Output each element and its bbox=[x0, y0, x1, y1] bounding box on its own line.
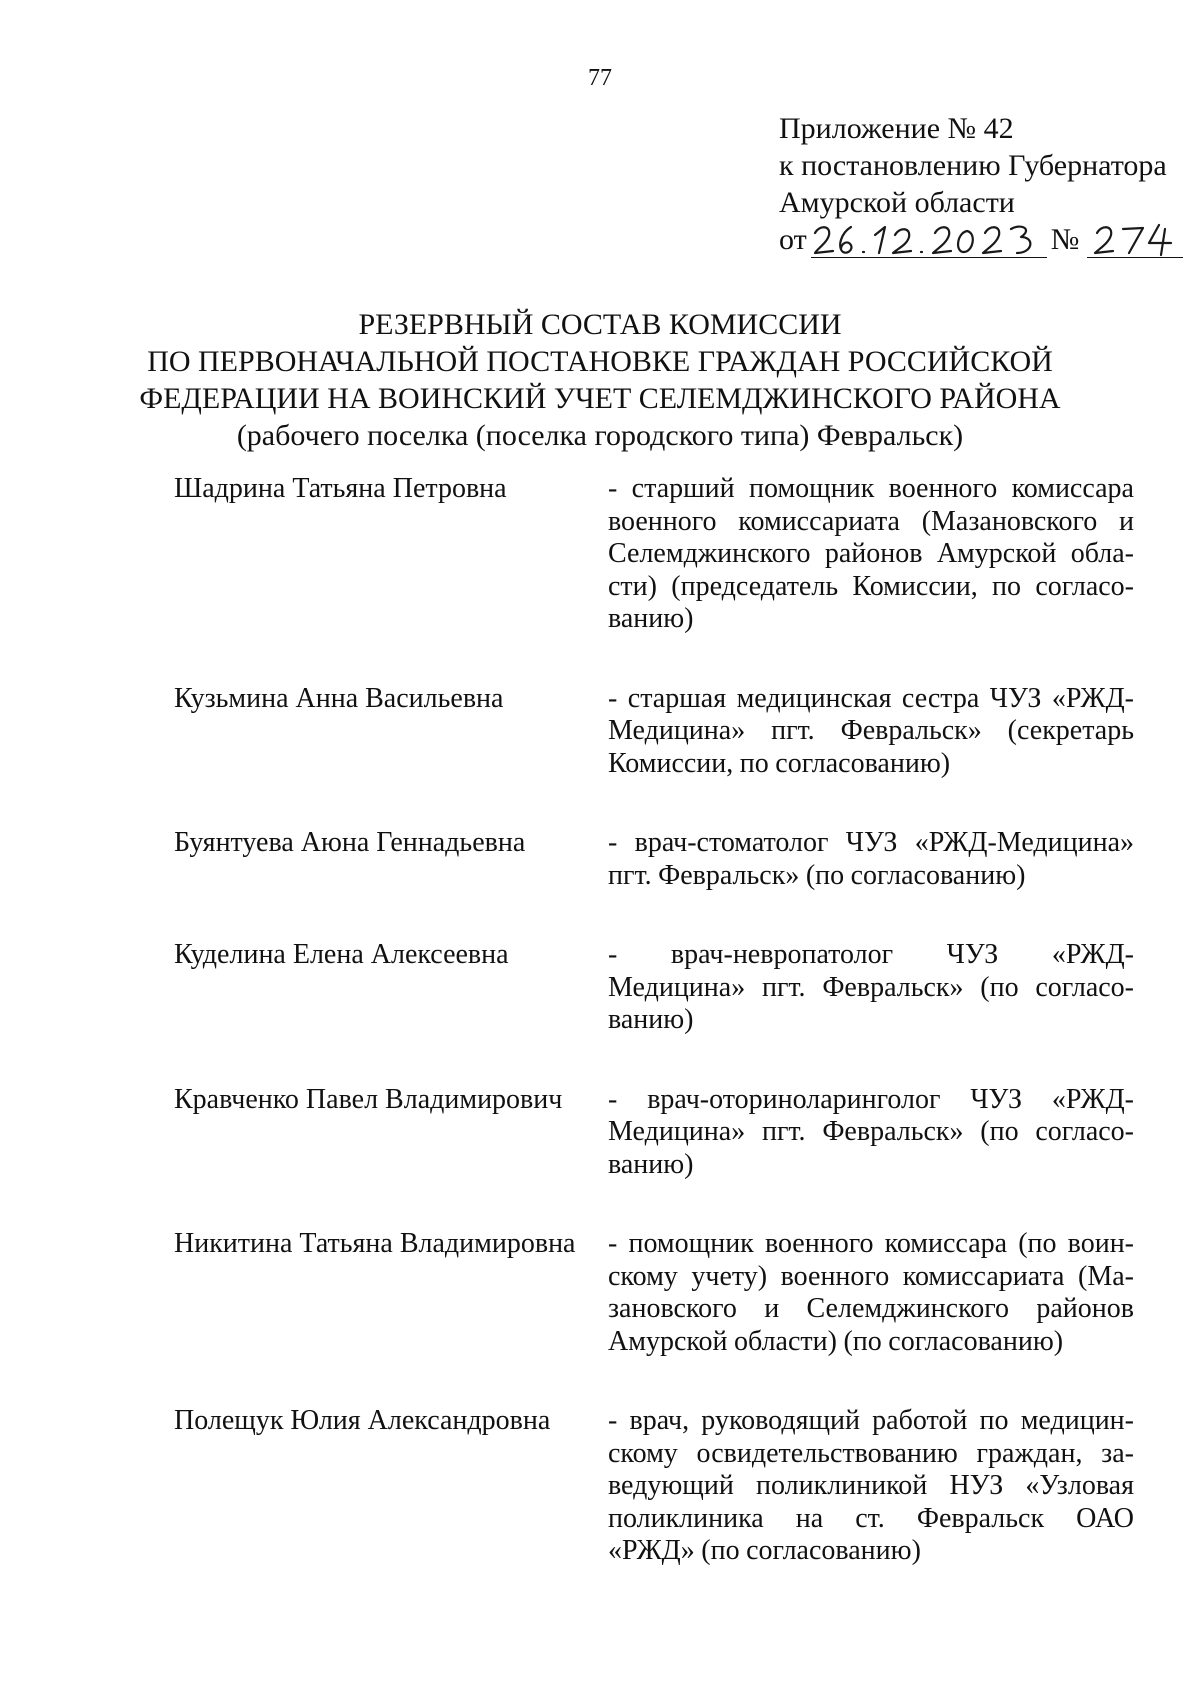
member-role-line: сти) (председатель Комиссии, по согласо- bbox=[608, 570, 1134, 602]
title-line-1: РЕЗЕРВНЫЙ СОСТАВ КОМИССИИ bbox=[358, 308, 842, 341]
member-role-line: Селемджинского районов Амурской обла- bbox=[608, 538, 1134, 569]
member-role-line: зановского и Селемджинского районов bbox=[608, 1293, 1134, 1324]
member-role-line: ванию) bbox=[608, 1004, 694, 1035]
member-role-line: Комиссии, по согласованию) bbox=[608, 747, 951, 779]
member-row bbox=[174, 939, 1134, 1037]
date-prefix: от bbox=[779, 223, 807, 256]
member-role bbox=[608, 1405, 1134, 1568]
appendix-line-2: к постановлению Губернатора bbox=[779, 149, 1167, 182]
member-role-line: ванию) bbox=[608, 603, 694, 634]
member-role-line: поликлиника на ст. Февральск ОАО bbox=[608, 1502, 1134, 1534]
member-row bbox=[174, 1084, 1134, 1182]
member-role-line: скому освидетельствованию граждан, за- bbox=[608, 1437, 1134, 1469]
handwritten-number bbox=[1087, 225, 1183, 258]
member-role-line: - врач, руководящий работой по медицин- bbox=[608, 1405, 1134, 1436]
member-role bbox=[608, 939, 1134, 1037]
member-role-line: ванию) bbox=[608, 1148, 694, 1180]
member-role-line: - врач-невропатолог ЧУЗ «РЖД- bbox=[608, 939, 1134, 970]
member-role-line: Медицина» пгт. Февральск» (по согласо- bbox=[608, 1116, 1134, 1147]
member-role bbox=[608, 473, 1134, 636]
member-name: Полещук Юлия Александровна bbox=[174, 1405, 551, 1436]
number-sign: № bbox=[1050, 223, 1080, 256]
handwritten-number-icon bbox=[1087, 219, 1183, 259]
appendix-block bbox=[779, 110, 1183, 258]
member-role-line: Медицина» пгт. Февральск» (секретарь bbox=[608, 715, 1134, 746]
member-role-line: ведующий поликлиникой НУЗ «Узловая bbox=[608, 1470, 1134, 1501]
member-role bbox=[608, 683, 1134, 781]
appendix-date-number-line bbox=[779, 221, 1183, 258]
member-role-line: «РЖД» (по согласованию) bbox=[608, 1535, 921, 1566]
member-row bbox=[174, 473, 1134, 636]
member-row bbox=[174, 1228, 1134, 1358]
handwritten-date-icon bbox=[811, 219, 1047, 259]
appendix-line-3: Амурской области bbox=[779, 186, 1015, 219]
title-subtitle: (рабочего поселка (поселка городского типа) Февральск) bbox=[236, 419, 964, 452]
member-role-line: - старшая медицинская сестра ЧУЗ «РЖД- bbox=[608, 682, 1134, 714]
member-row bbox=[174, 827, 1134, 892]
handwritten-date bbox=[811, 225, 1047, 258]
member-row bbox=[174, 683, 1134, 781]
appendix-line-1: Приложение № 42 bbox=[779, 112, 1014, 145]
member-name: Кузьмина Анна Васильевна bbox=[174, 682, 504, 714]
title-line-3: ФЕДЕРАЦИИ НА ВОИНСКИЙ УЧЕТ СЕЛЕМДЖИНСКОГО РАЙОНА bbox=[139, 382, 1061, 415]
member-role bbox=[608, 1084, 1134, 1182]
member-name: Куделина Елена Алексеевна bbox=[174, 939, 509, 970]
member-role-line: - врач-стоматолог ЧУЗ «РЖД-Медицина» bbox=[608, 827, 1134, 858]
member-name: Никитина Татьяна Владимировна bbox=[174, 1228, 576, 1259]
member-role-line: военного комиссариата (Мазановского и bbox=[608, 505, 1134, 537]
member-name: Буянтуева Аюна Геннадьевна bbox=[174, 827, 526, 858]
title-line-2: ПО ПЕРВОНАЧАЛЬНОЙ ПОСТАНОВКЕ ГРАЖДАН РОССИЙСКОЙ bbox=[147, 345, 1053, 378]
member-role-line: - старший помощник военного комиссара bbox=[608, 473, 1134, 504]
member-role-line: скому учету) военного комиссариата (Ма- bbox=[608, 1260, 1134, 1292]
member-name: Шадрина Татьяна Петровна bbox=[174, 473, 507, 504]
member-role-line: - помощник военного комиссара (по воин- bbox=[608, 1228, 1134, 1259]
member-role-line: пгт. Февральск» (по согласованию) bbox=[608, 859, 1026, 891]
member-role bbox=[608, 827, 1134, 892]
page-number: 77 bbox=[588, 65, 612, 91]
member-role-line: Медицина» пгт. Февральск» (по согласо- bbox=[608, 971, 1134, 1003]
member-row bbox=[174, 1405, 1134, 1568]
member-role bbox=[608, 1228, 1134, 1358]
member-role-line: Амурской области) (по согласованию) bbox=[608, 1325, 1064, 1357]
member-name: Кравченко Павел Владимирович bbox=[174, 1083, 563, 1115]
document-title bbox=[0, 306, 1200, 454]
members-list bbox=[174, 473, 1134, 1568]
member-role-line: - врач-оториноларинголог ЧУЗ «РЖД- bbox=[608, 1083, 1134, 1115]
